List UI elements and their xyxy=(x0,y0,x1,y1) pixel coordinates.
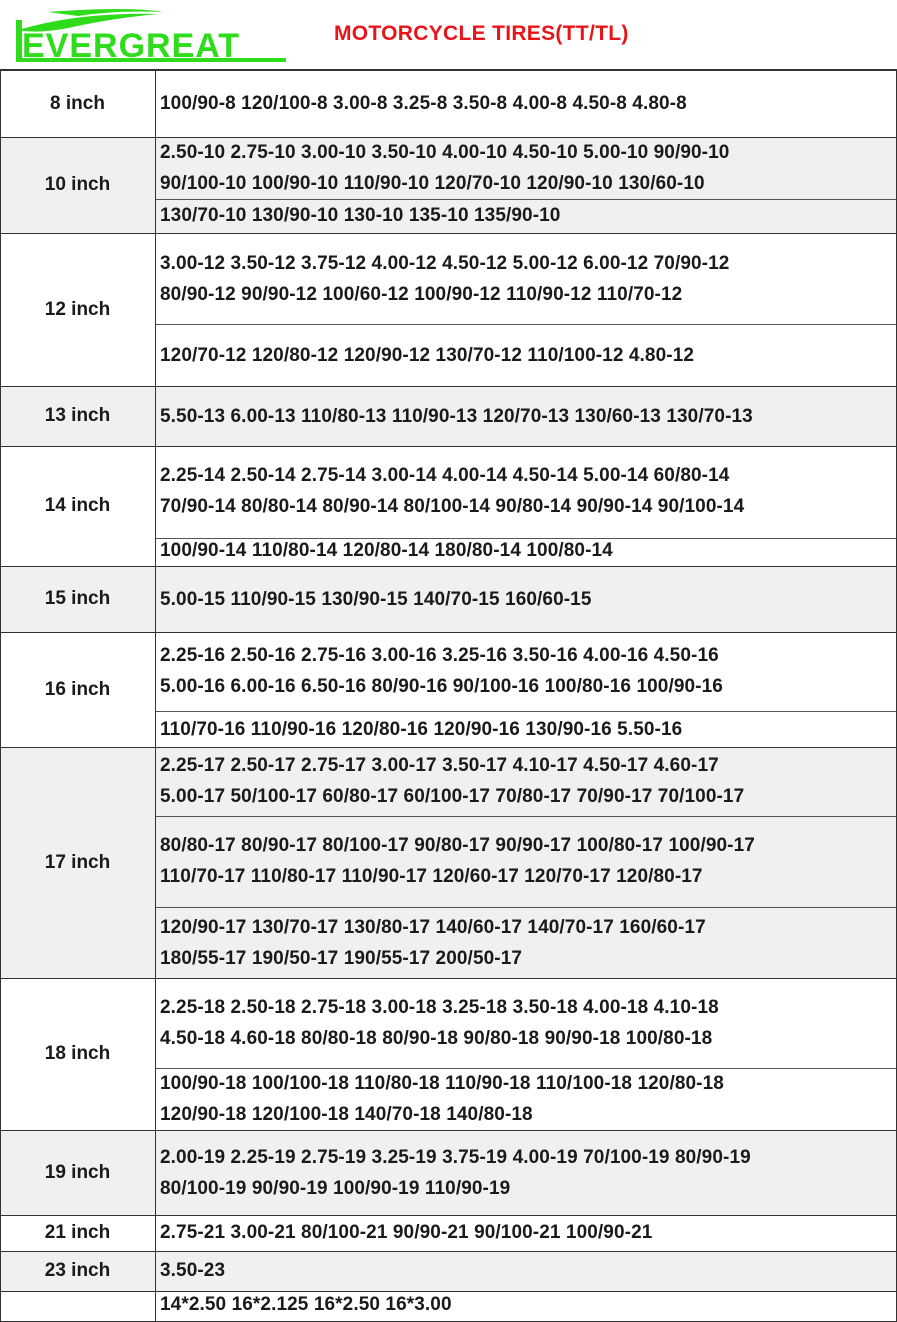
row-divider xyxy=(0,137,897,138)
evergreat-logo xyxy=(8,6,290,66)
cell-divider xyxy=(155,1068,897,1069)
tire-size-list: 3.00-12 3.50-12 3.75-12 4.00-12 4.50-12 5.00-12 6.00-12 70/90-12 xyxy=(160,253,730,274)
column-divider xyxy=(155,71,156,1322)
tire-size-list: 2.75-21 3.00-21 80/100-21 90/90-21 90/100-21 100/90-21 xyxy=(160,1222,653,1243)
row-divider xyxy=(0,978,897,979)
size-label: 21 inch xyxy=(44,1222,111,1243)
row-divider xyxy=(0,1251,897,1252)
tire-size-list: 130/70-10 130/90-10 130-10 135-10 135/90-10 xyxy=(160,205,561,226)
tire-size-list: 2.50-10 2.75-10 3.00-10 3.50-10 4.00-10 4.50-10 5.00-10 90/90-10 xyxy=(160,142,730,163)
tire-size-list: 5.00-16 6.00-16 6.50-16 80/90-16 90/100-16 100/80-16 100/90-16 xyxy=(160,676,723,697)
cell-divider xyxy=(155,711,897,712)
tire-size-list: 2.00-19 2.25-19 2.75-19 3.25-19 3.75-19 4.00-19 70/100-19 80/90-19 xyxy=(160,1147,751,1168)
tire-size-list: 70/90-14 80/80-14 80/90-14 80/100-14 90/80-14 90/90-14 90/100-14 xyxy=(160,496,745,517)
tire-size-list: 120/90-18 120/100-18 140/70-18 140/80-18 xyxy=(160,1104,533,1125)
size-label: 13 inch xyxy=(44,405,111,426)
size-label: 17 inch xyxy=(44,851,111,873)
table-border-left xyxy=(0,71,1,1322)
tire-size-list: 100/90-14 110/80-14 120/80-14 180/80-14 100/80-14 xyxy=(160,540,613,561)
tire-size-list: 2.25-18 2.50-18 2.75-18 3.00-18 3.25-18 3.50-18 4.00-18 4.10-18 xyxy=(160,997,719,1018)
tire-size-list: 80/80-17 80/90-17 80/100-17 90/80-17 90/90-17 100/80-17 100/90-17 xyxy=(160,835,755,856)
size-label: 19 inch xyxy=(44,1161,111,1183)
row-divider xyxy=(0,747,897,748)
tire-size-list: 80/90-12 90/90-12 100/60-12 100/90-12 110/90-12 110/70-12 xyxy=(160,284,683,305)
row-divider xyxy=(0,233,897,234)
tire-size-list: 2.25-16 2.50-16 2.75-16 3.00-16 3.25-16 3.50-16 4.00-16 4.50-16 xyxy=(160,645,719,666)
tire-size-list: 2.25-17 2.50-17 2.75-17 3.00-17 3.50-17 4.10-17 4.50-17 4.60-17 xyxy=(160,755,719,776)
tire-size-list: 180/55-17 190/50-17 190/55-17 200/50-17 xyxy=(160,948,523,969)
tire-size-list: 100/90-18 100/100-18 110/80-18 110/90-18 110/100-18 120/80-18 xyxy=(160,1073,724,1094)
tire-size-list: 5.50-13 6.00-13 110/80-13 110/90-13 120/70-13 130/60-13 130/70-13 xyxy=(160,406,753,427)
tire-size-list: 14*2.50 16*2.125 16*2.50 16*3.00 xyxy=(160,1294,452,1315)
tire-size-list: 100/90-8 120/100-8 3.00-8 3.25-8 3.50-8 4.00-8 4.50-8 4.80-8 xyxy=(160,93,687,114)
size-label: 23 inch xyxy=(44,1260,111,1281)
tire-size-list: 5.00-17 50/100-17 60/80-17 60/100-17 70/80-17 70/90-17 70/100-17 xyxy=(160,786,745,807)
row-divider xyxy=(0,446,897,447)
row-divider xyxy=(0,1130,897,1131)
cell-divider xyxy=(155,816,897,817)
logo-text: EVERGREAT xyxy=(22,27,241,65)
tire-size-list: 4.50-18 4.60-18 80/80-18 80/90-18 90/80-18 90/90-18 100/80-18 xyxy=(160,1028,713,1049)
row-divider xyxy=(0,566,897,567)
tire-size-list: 120/90-17 130/70-17 130/80-17 140/60-17 140/70-17 160/60-17 xyxy=(160,917,706,938)
header xyxy=(0,0,897,71)
tire-size-list: 90/100-10 100/90-10 110/90-10 120/70-10 120/90-10 130/60-10 xyxy=(160,173,705,194)
size-label: 12 inch xyxy=(44,298,111,320)
row-divider xyxy=(0,386,897,387)
tire-size-list: 80/100-19 90/90-19 100/90-19 110/90-19 xyxy=(160,1178,511,1199)
size-label: 8 inch xyxy=(50,93,105,114)
tire-size-list: 3.50-23 xyxy=(160,1260,226,1281)
tire-size-list: 5.00-15 110/90-15 130/90-15 140/70-15 160/60-15 xyxy=(160,589,592,610)
cell-divider xyxy=(155,538,897,539)
size-label: 15 inch xyxy=(44,588,111,609)
tire-size-list: 110/70-16 110/90-16 120/80-16 120/90-16 130/90-16 5.50-16 xyxy=(160,719,683,740)
size-label: 14 inch xyxy=(44,495,111,516)
row-divider xyxy=(0,1215,897,1216)
cell-divider xyxy=(155,907,897,908)
cell-divider xyxy=(155,199,897,200)
size-label: 16 inch xyxy=(44,678,111,700)
tire-size-list: 2.25-14 2.50-14 2.75-14 3.00-14 4.00-14 4.50-14 5.00-14 60/80-14 xyxy=(160,465,730,486)
tire-size-list: 110/70-17 110/80-17 110/90-17 120/60-17 120/70-17 120/80-17 xyxy=(160,866,703,887)
size-label: 10 inch xyxy=(44,174,111,195)
row-divider xyxy=(0,632,897,633)
tire-size-list: 120/70-12 120/80-12 120/90-12 130/70-12 110/100-12 4.80-12 xyxy=(160,345,695,366)
page-title: MOTORCYCLE TIRES(TT/TL) xyxy=(334,22,629,45)
row-divider xyxy=(0,1291,897,1292)
size-label: 18 inch xyxy=(44,1043,111,1064)
cell-divider xyxy=(155,324,897,325)
